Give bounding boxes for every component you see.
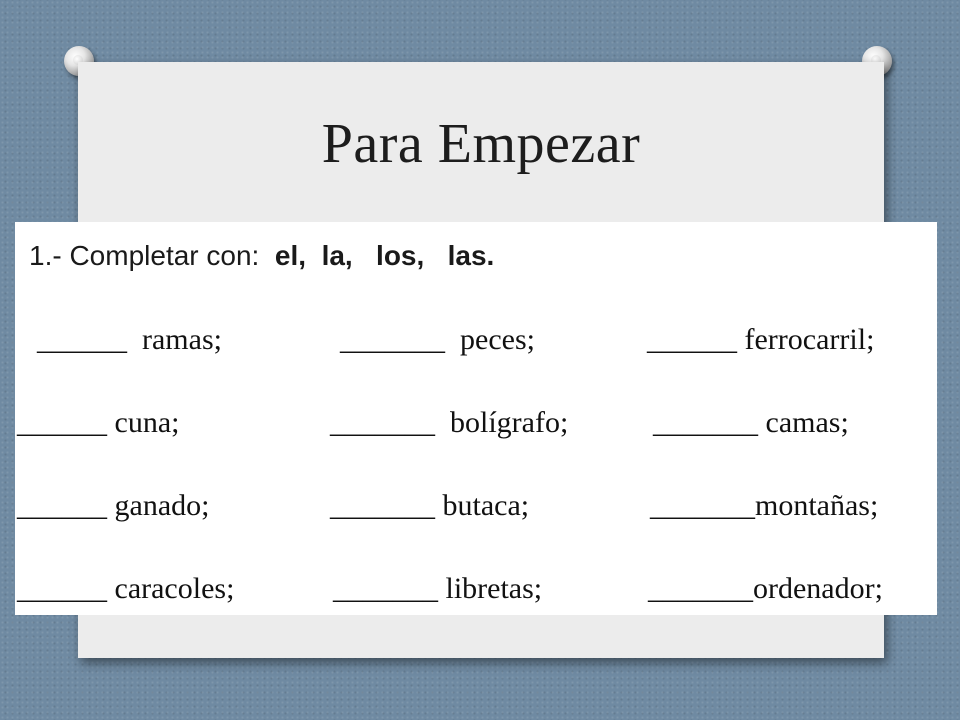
exercise-item: ______ cuna; [17,406,180,439]
instruction [29,240,494,272]
exercise-item: _______montañas; [650,489,879,522]
exercise-item: ______ caracoles; [17,572,235,605]
exercise-item: ______ ramas; [37,323,222,356]
worksheet-image [15,222,937,615]
exercise-item: ______ ferrocarril; [647,323,875,356]
exercise-item: ______ ganado; [17,489,210,522]
exercise-item: _______ peces; [340,323,535,356]
exercise-item: _______ libretas; [333,572,543,605]
slide-title: Para Empezar [321,113,641,175]
article-options: el, la, los, las. [274,240,495,271]
exercise-item: _______ camas; [653,406,849,439]
exercise-item: _______ bolígrafo; [330,406,569,439]
exercise-item: _______ butaca; [330,489,530,522]
instruction-label: 1.- Completar con: [29,240,260,271]
exercise-item: _______ordenador; [648,572,883,605]
